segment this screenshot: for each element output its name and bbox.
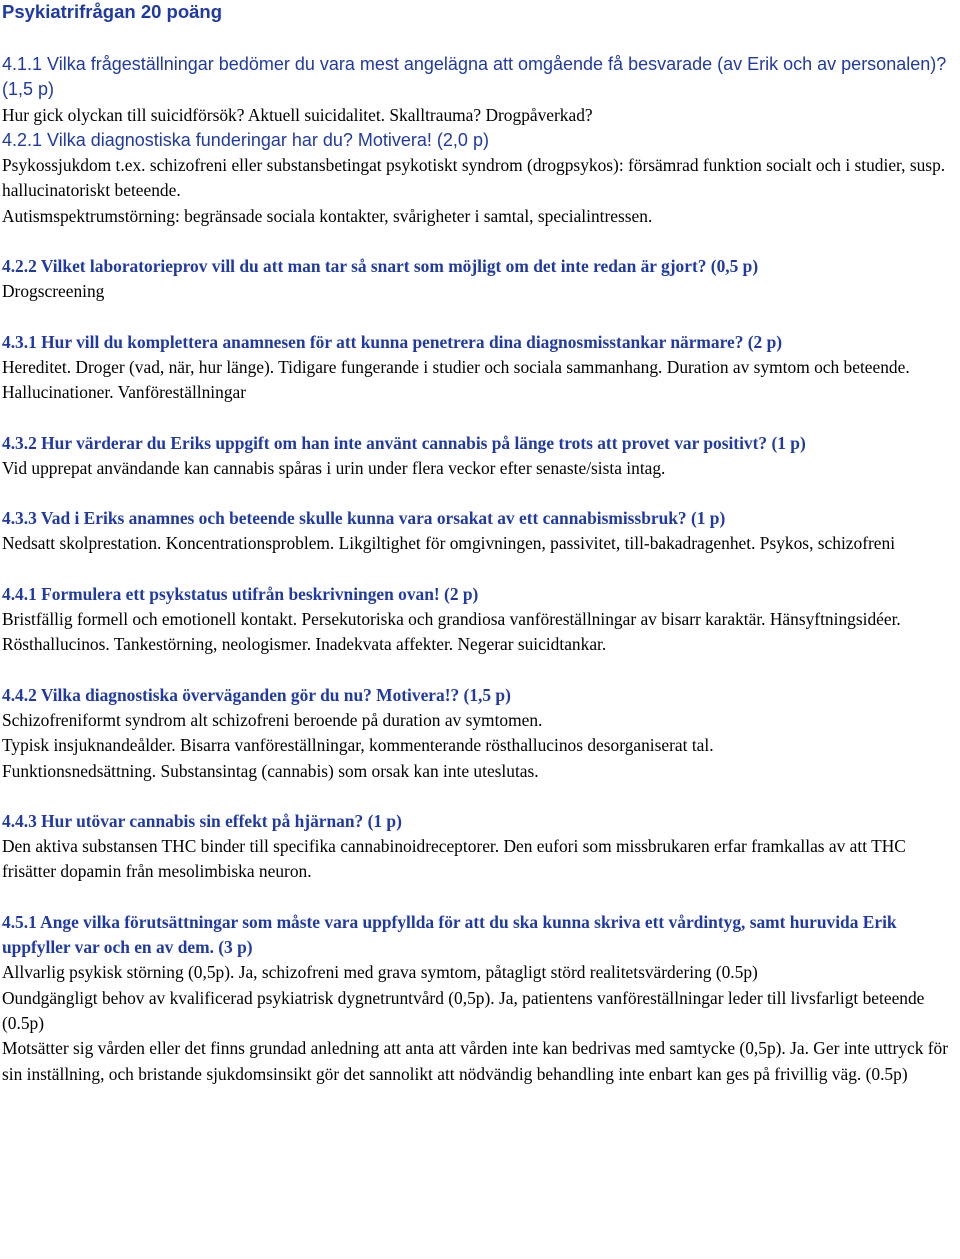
answer-text: Hur gick olyckan till suicidförsök? Aktuell suicidalitet. Skalltrauma? Drogpåverkad? <box>2 104 593 125</box>
question-text: 4.2.2 Vilket laboratorieprov vill du att man tar så snart som möjligt om det inte redan är gjort? (0,5 p) <box>2 256 759 277</box>
question-text: 4.1.1 Vilka frågeställningar bedömer du vara mest angelägna att omgående få besvarade (av Erik och av personalen)? (1,5 p) <box>2 54 947 100</box>
question-block <box>2 910 958 1087</box>
question-text: 4.3.1 Hur vill du komplettera anamnesen för att kunna penetrera dina diagnosmisstankar närmare? (2 p) <box>2 331 783 352</box>
page-title: Psykiatrifrågan 20 poäng <box>2 1 223 22</box>
answer-text: Funktionsnedsättning. Substansintag (cannabis) som orsak kan inte uteslutas. <box>2 760 539 781</box>
question-text: 4.2.1 Vilka diagnostiska funderingar har du? Motivera! (2,0 p) <box>2 129 489 150</box>
question-block <box>2 431 958 482</box>
answer-text: Typisk insjuknandeålder. Bisarra vanföreställningar, kommenterande rösthallucinos desorganiserat tal. <box>2 735 714 756</box>
question-block <box>2 52 958 128</box>
question-block <box>2 330 958 406</box>
answer-text: Allvarlig psykisk störning (0,5p). Ja, schizofreni med grava symtom, påtagligt störd realitetsvärdering (0.5p) <box>2 962 758 983</box>
question-block <box>2 809 958 885</box>
question-text: 4.3.3 Vad i Eriks anamnes och beteende skulle kunna vara orsakat av ett cannabismissbruk? (1 p) <box>2 508 726 529</box>
answer-text: Drogscreening <box>2 281 105 302</box>
question-text: 4.5.1 Ange vilka förutsättningar som måste vara uppfyllda för att du ska kunna skriva ett vårdintyg, samt huruvida Erik uppfyller var och en av dem. (3 p) <box>2 911 897 958</box>
question-block <box>2 128 958 229</box>
answer-text: Vid upprepat användande kan cannabis spåras i urin under flera veckor efter senaste/sista intag. <box>2 457 666 478</box>
question-block <box>2 683 958 784</box>
question-text: 4.3.2 Hur värderar du Eriks uppgift om han inte använt cannabis på länge trots att provet var positivt? (1 p) <box>2 432 806 453</box>
answer-text: Psykossjukdom t.ex. schizofreni eller substansbetingat psykotiskt syndrom (drogpsykos): försämrad funktion socialt och i studier, susp. hallucinatoriskt beteende. <box>2 155 946 201</box>
answer-text: Nedsatt skolprestation. Koncentrationsproblem. Likgiltighet för omgivningen, passivitet, till-bakadragenhet. Psykos, schizofreni <box>2 533 896 554</box>
answer-text: Hereditet. Droger (vad, när, hur länge). Tidigare fungerande i studier och sociala sammanhang. Duration av symtom och beteende. Hallucinationer. Vanföreställningar <box>2 356 910 403</box>
question-text: 4.4.3 Hur utövar cannabis sin effekt på hjärnan? (1 p) <box>2 810 402 831</box>
answer-text: Oundgängligt behov av kvalificerad psykiatrisk dygnetruntvård (0,5p). Ja, patientens vanföreställningar leder till livsfarligt beteende (0.5p) <box>2 987 925 1033</box>
question-text: 4.4.2 Vilka diagnostiska överväganden gör du nu? Motivera!? (1,5 p) <box>2 684 511 705</box>
question-block <box>2 506 958 557</box>
answer-text: Autismspektrumstörning: begränsade sociala kontakter, svårigheter i samtal, specialintressen. <box>2 205 653 226</box>
answer-text: Schizofreniformt syndrom alt schizofreni beroende på duration av symtomen. <box>2 709 543 730</box>
answer-text: Motsätter sig vården eller det finns grundad anledning att anta att vården inte kan bedrivas med samtycke (0,5p). Ja. Ger inte uttryck för sin inställning, och bristande sjukdomsinsikt gör det sannolikt att nödvändig behandling inte enbart kan ges på frivillig väg. (0.5p) <box>2 1038 949 1084</box>
question-text: 4.4.1 Formulera ett psykstatus utifrån beskrivningen ovan! (2 p) <box>2 583 479 604</box>
question-block <box>2 254 958 305</box>
answer-text: Bristfällig formell och emotionell kontakt. Persekutoriska och grandiosa vanföreställningar av bisarr karaktär. Hänsyftningsidéer. Rösthallucinos. Tankestörning, neologismer. Inadekvata affekter. Negerar suicidtankar. <box>2 609 901 655</box>
question-block <box>2 582 958 658</box>
answer-text: Den aktiva substansen THC binder till specifika cannabinoidreceptorer. Den eufori som missbrukaren erfar framkallas av att THC frisätter dopamin från mesolimbiska neuron. <box>2 836 906 882</box>
